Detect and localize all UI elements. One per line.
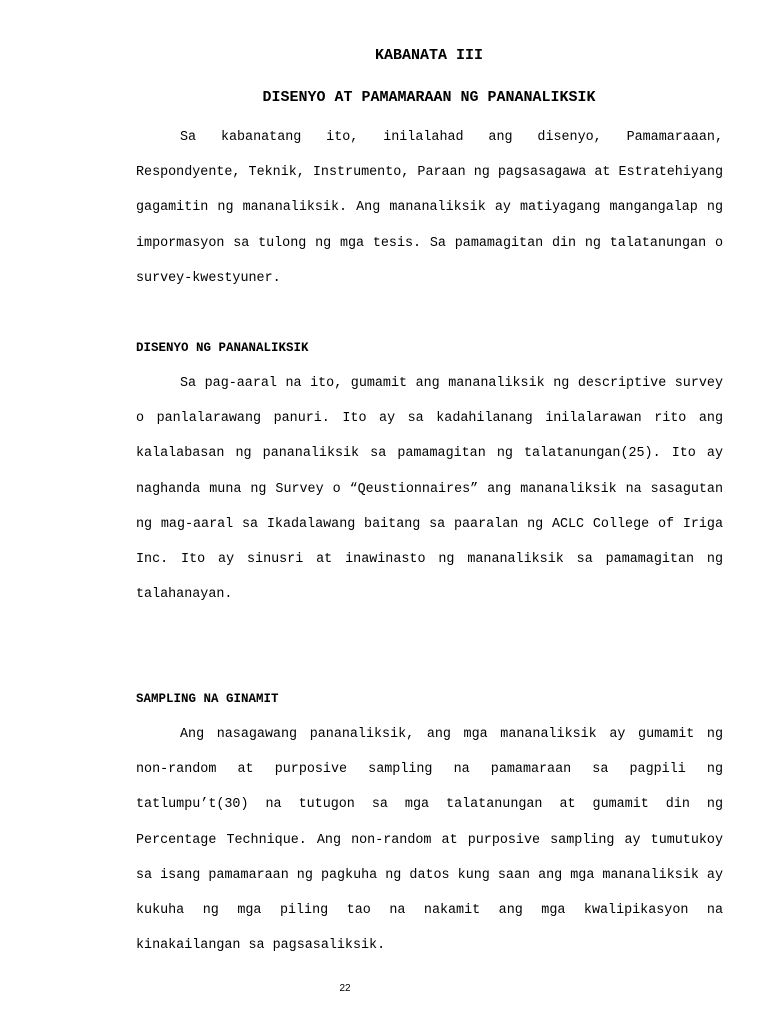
chapter-title: KABANATA III (374, 47, 484, 64)
section-paragraph-sampling: Ang nasagawang pananaliksik, ang mga mananaliksik ay gumamit ng non-random at purposive sampling na pamamaraan sa pagpili ng tatlumpu’t(30) na tutugon sa mga talatanungan at gumamit din ng Percentage Technique. Ang non-random at purposive sampling ay tumutukoy sa isang pamamaraan ng pagkuha ng datos kung saan ang mga mananaliksik ay kukuha ng mga piling tao na nakamit ang mga kwalipikasyon na kinakailangan sa pagsasaliksik. (136, 727, 723, 954)
intro-paragraph: Sa kabanatang ito, inilalahad ang disenyo, Pamamaraaan, Respondyente, Teknik, Instrumento, Paraan ng pagsasagawa at Estratehiyang gagamitin ng mananaliksik. Ang mananaliksik ay matiyagang mangangalap ng impormasyon sa tulong ng mga tesis. Sa pamamagitan din ng talatanungan o survey-kwestyuner. (136, 130, 723, 286)
section-heading-sampling: SAMPLING NA GINAMIT (136, 692, 279, 706)
section-paragraph-disenyo: Sa pag-aaral na ito, gumamit ang mananaliksik ng descriptive survey o panlalarawang panuri. Ito ay sa kadahilanang inilalarawan rito ang kalalabasan ng pananaliksik sa pamamagitan ng talatanungan(25). Ito ay naghanda muna ng Survey o “Qeustionnaires” ang mananaliksik na sasagutan ng mag-aaral sa Ikadalawang baitang sa paaralan ng ACLC College of Iriga Inc. Ito ay sinusri at inawinasto ng mananaliksik sa pamamagitan ng talahanayan. (136, 376, 723, 603)
chapter-subtitle: DISENYO AT PAMAMARAAN NG PANANALIKSIK (262, 89, 596, 106)
page-number: 22 (339, 983, 351, 994)
section-heading-disenyo: DISENYO NG PANANALIKSIK (136, 341, 309, 355)
